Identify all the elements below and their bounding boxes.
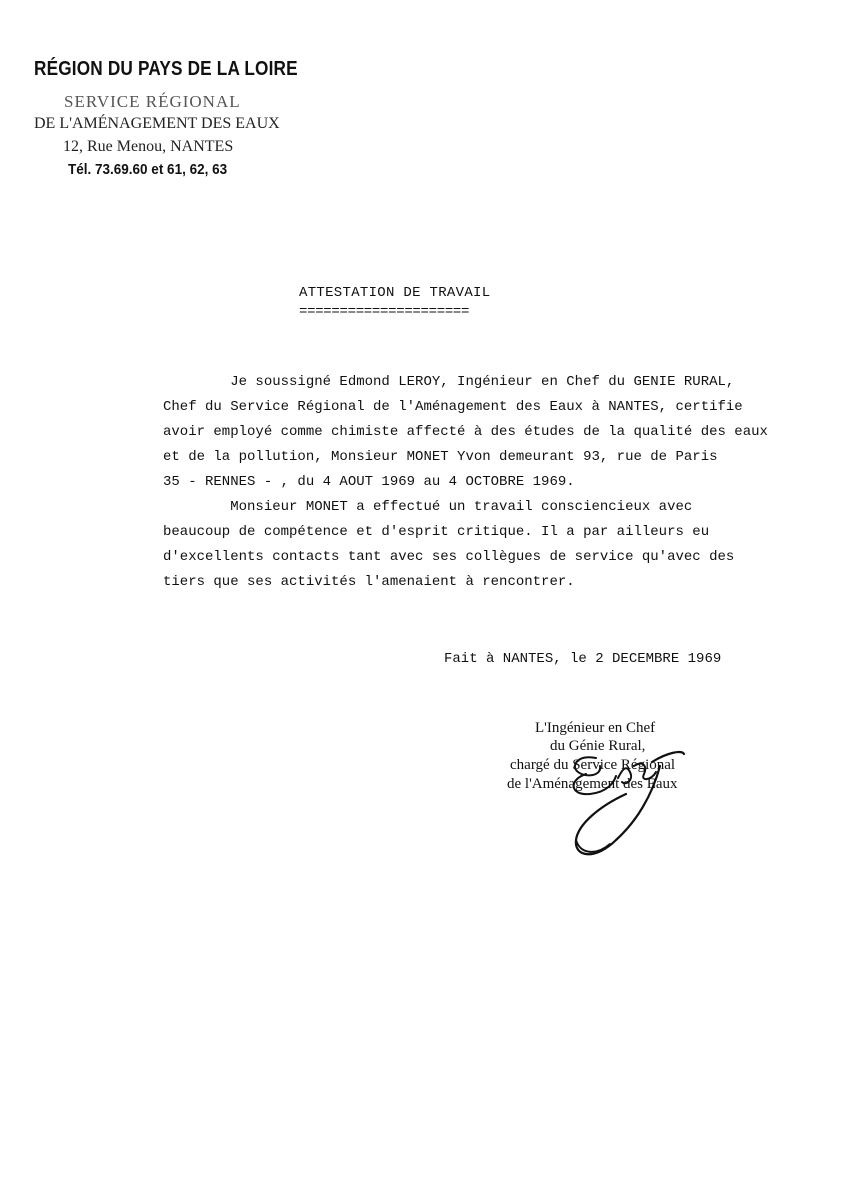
paragraph-2 xyxy=(163,495,793,595)
paragraph-line: et de la pollution, Monsieur MONET Yvon demeurant 93, rue de Paris xyxy=(163,449,718,465)
signature-stroke xyxy=(576,752,684,854)
signature-stroke xyxy=(574,757,616,794)
letterhead-region: RÉGION DU PAYS DE LA LOIRE xyxy=(34,58,298,80)
letterhead-amenagement: DE L'AMÉNAGEMENT DES EAUX xyxy=(34,115,280,132)
paragraph-line: Monsieur MONET a effectué un travail consciencieux avec xyxy=(163,499,693,515)
paragraph-line: Je soussigné Edmond LEROY, Ingénieur en Chef du GENIE RURAL, xyxy=(163,374,735,390)
paragraph-line: avoir employé comme chimiste affecté à des études de la qualité des eaux xyxy=(163,424,768,440)
title-underline: ===================== xyxy=(299,304,470,320)
paragraph-line: tiers que ses activités l'amenaient à rencontrer. xyxy=(163,574,575,590)
document-body xyxy=(163,370,793,595)
letterhead-service: SERVICE RÉGIONAL xyxy=(64,92,241,111)
signatory-service: de l'Aménagement des Eaux xyxy=(507,776,678,792)
signature-stroke xyxy=(618,764,656,784)
document-title: ATTESTATION DE TRAVAIL xyxy=(299,285,491,301)
place-date: Fait à NANTES, le 2 DECEMBRE 1969 xyxy=(444,651,722,667)
paragraph-line: Chef du Service Régional de l'Aménagement des Eaux à NANTES, certifie xyxy=(163,399,743,415)
paragraph-line: d'excellents contacts tant avec ses collègues de service qu'avec des xyxy=(163,549,735,565)
signatory-role: chargé du Service Régional xyxy=(510,757,676,773)
signatory-department: du Génie Rural, xyxy=(550,738,646,754)
letterhead-address: 12, Rue Menou, NANTES xyxy=(63,138,234,155)
letterhead-telephone: Tél. 73.69.60 et 61, 62, 63 xyxy=(68,161,228,178)
paragraph-line: 35 - RENNES - , du 4 AOUT 1969 au 4 OCTOBRE 1969. xyxy=(163,474,575,490)
handwritten-signature xyxy=(556,736,696,886)
paragraph-1 xyxy=(163,370,793,495)
signatory-title: L'Ingénieur en Chef xyxy=(535,720,656,736)
paragraph-line: beaucoup de compétence et d'esprit critique. Il a par ailleurs eu xyxy=(163,524,710,540)
